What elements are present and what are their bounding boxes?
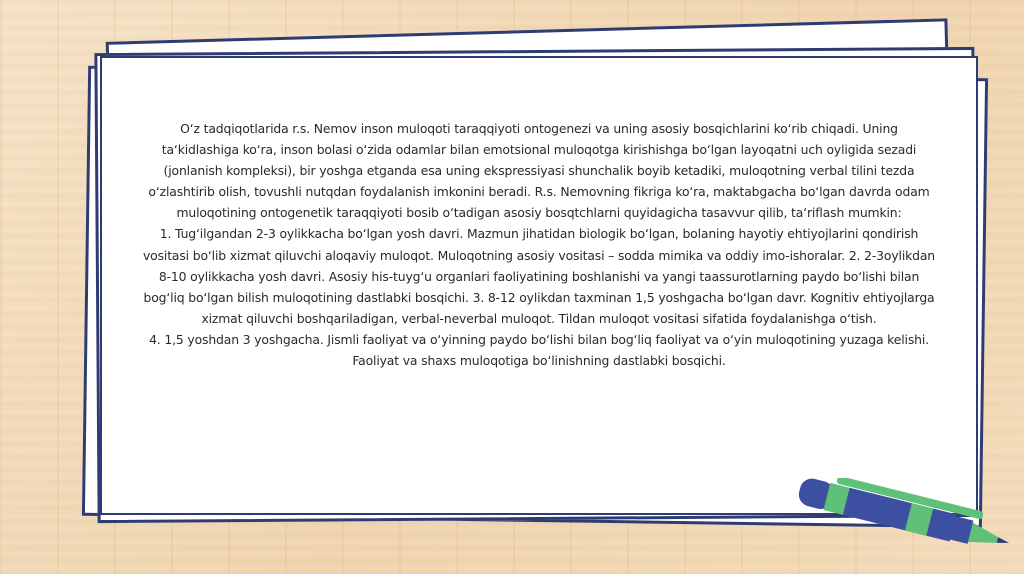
document-paragraph: 1. Tug‘ilgandan 2-3 oylikkacha bo‘lgan yosh davri. Mazmun jihatidan biologik bo‘lgan, bolaning hayotiy ehtiyojlarini qondirish vositasi bo‘lib xizmat qiluvchi aloqaviy muloqot. Muloqotning asosiy vositasi – sodda mimika va oddiy imo-ishoralar. 2. 2-3oylikdan 8-10 oylikkacha yosh davri. Asosiy his-tuyg‘u organlari faoliyatining boshlanishi va yangi taassurotlarning paydo bo‘lishi bilan bog‘liq bo‘lgan bilish muloqotining dastlabki bosqichi. 3. 8-12 oylikdan taxminan 1,5 yoshgacha bo‘lgan davr. Kognitiv ehtiyojlarga xizmat qiluvchi boshqariladigan, verbal-neverbal muloqot. Tildan muloqot vositasi sifatida foydalanishga o‘tish.: [142, 226, 935, 326]
document-paragraph: 4. 1,5 yoshdan 3 yoshgacha. Jismli faoliyat va o‘yinning paydo bo‘lishi bilan bog‘liq faoliyat va o‘yin muloqotining yuzaga kelishi. Faoliyat va shaxs muloqotiga bo‘linishning dastlabki bosqichi.: [149, 331, 929, 369]
document-sheet: [100, 56, 978, 515]
document-paragraph: O‘z tadqiqotlarida r.s. Nemov inson muloqoti taraqqiyoti ontogenezi va uning asosiy bosqichlarini ko‘rib chiqadi. Uning ta‘kidlashiga ko‘ra, inson bolasi o‘zida odamlar bilan emotsional muloqotga kirishishga bo‘lgan layoqatni uch oyligida sezadi (jonlanish kompleksi), bir yoshga etganda esa uning ekspressiyasi shunchalik boyib ketadiki, muloqotning verbal tilini tezda o‘zlashtirib olish, tovushli nutqdan foydalanish imkonini beradi. R.s. Nemovning fikriga ko‘ra, maktabgacha bo‘lgan davrda odam muloqotining ontogenetik taraqqiyoti bosib o‘tadigan asosiy bosqtchlarni quyidagicha tasavvur qilib, ta‘riflash mumkin:: [148, 121, 930, 221]
pen-icon: [790, 478, 1020, 558]
